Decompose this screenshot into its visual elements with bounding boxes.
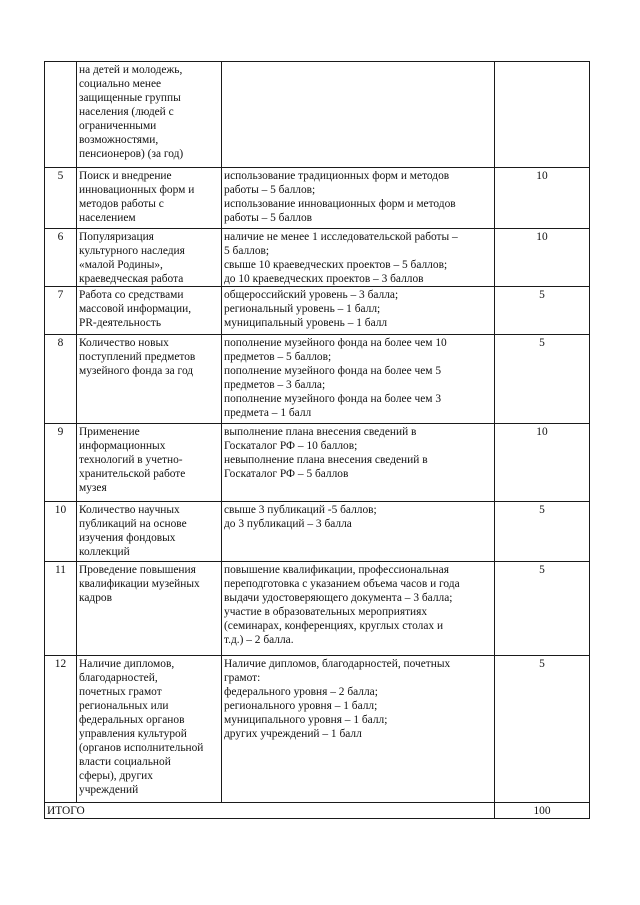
criterion-description-line: работы – 5 баллов <box>224 212 313 224</box>
criterion-name-line: пенсионеров) (за год) <box>79 148 184 160</box>
row-number <box>45 62 77 168</box>
criterion-name <box>77 502 222 562</box>
criterion-name-line: региональных или <box>79 700 169 712</box>
criterion-name-line: публикаций на основе <box>79 518 187 530</box>
criterion-name-line: защищенные группы <box>79 92 181 104</box>
max-score: 5 <box>495 562 590 656</box>
criterion-description-line: пополнение музейного фонда на более чем 5 <box>224 365 442 377</box>
criterion-name-line: хранительской работе <box>79 468 186 480</box>
criterion-name-line: власти социальной <box>79 756 171 768</box>
criterion-name-line: методов работы с <box>79 198 164 210</box>
criterion-name-line: учреждений <box>79 784 139 796</box>
criterion-name-line: коллекций <box>79 546 130 558</box>
total-label: ИТОГО <box>45 803 495 819</box>
criterion-description-line: т.д.) – 2 балла. <box>224 634 294 646</box>
table-row <box>45 656 590 803</box>
row-number: 5 <box>45 168 77 229</box>
criterion-name-line: Популяризация <box>79 231 154 243</box>
criterion-name-line: федеральных органов <box>79 714 185 726</box>
criterion-name-line: PR-деятельность <box>79 317 162 329</box>
max-score: 10 <box>495 424 590 502</box>
criterion-description-line: региональный уровень – 1 балл; <box>224 303 381 315</box>
criterion-description-line: использование традиционных форм и методов <box>224 170 450 182</box>
row-number: 8 <box>45 335 77 424</box>
criterion-description-line: выдачи удостоверяющего документа – 3 балла; <box>224 592 453 604</box>
criterion-name <box>77 335 222 424</box>
criterion-description-line: других учреждений – 1 балл <box>224 728 362 740</box>
max-score: 5 <box>495 335 590 424</box>
table-row <box>45 287 590 335</box>
criterion-description-line: пополнение музейного фонда на более чем 10 <box>224 337 447 349</box>
criterion-description-line: предметов – 3 балла; <box>224 379 326 391</box>
criterion-description-line: повышение квалификации, профессиональная <box>224 564 449 576</box>
criterion-name-line: Проведение повышения <box>79 564 196 576</box>
criterion-name <box>77 62 222 168</box>
criterion-name-line: поступлений предметов <box>79 351 196 363</box>
table-row <box>45 502 590 562</box>
max-score: 5 <box>495 656 590 803</box>
criterion-description-line: грамот: <box>224 672 261 684</box>
criterion-description-line: общероссийский уровень – 3 балла; <box>224 289 399 301</box>
criterion-description-line: муниципального уровня – 1 балл; <box>224 714 388 726</box>
criterion-name-line: благодарностей, <box>79 672 158 684</box>
criterion-name <box>77 168 222 229</box>
criterion-name <box>77 424 222 502</box>
criterion-description-line: Наличие дипломов, благодарностей, почетных <box>224 658 451 670</box>
criterion-name-line: краеведческая работа <box>79 273 184 285</box>
criterion-name-line: почетных грамот <box>79 686 162 698</box>
criterion-description-line: до 3 публикаций – 3 балла <box>224 518 352 530</box>
row-number: 6 <box>45 229 77 287</box>
criterion-name-line: изучения фондовых <box>79 532 176 544</box>
max-score: 5 <box>495 502 590 562</box>
criterion-description <box>222 168 495 229</box>
criterion-name-line: квалификации музейных <box>79 578 200 590</box>
table-row <box>45 424 590 502</box>
criterion-description-line: предметов – 5 баллов; <box>224 351 332 363</box>
max-score: 10 <box>495 168 590 229</box>
criterion-description <box>222 62 495 168</box>
criterion-description-line: 5 баллов; <box>224 245 270 257</box>
criterion-name-line: сферы), других <box>79 770 153 782</box>
criterion-description-line: Госкаталог РФ – 5 баллов <box>224 468 349 480</box>
criterion-description <box>222 287 495 335</box>
criterion-name <box>77 287 222 335</box>
criterion-name-line: населения (людей с <box>79 106 174 118</box>
row-number: 9 <box>45 424 77 502</box>
criterion-name-line: Наличие дипломов, <box>79 658 175 670</box>
max-score: 10 <box>495 229 590 287</box>
criterion-name-line: (органов исполнительной <box>79 742 204 754</box>
criterion-description-line: федерального уровня – 2 балла; <box>224 686 378 698</box>
criterion-name-line: Количество научных <box>79 504 180 516</box>
criterion-name-line: Поиск и внедрение <box>79 170 172 182</box>
criterion-name <box>77 229 222 287</box>
criterion-description <box>222 229 495 287</box>
total-value: 100 <box>495 803 590 819</box>
criterion-name-line: кадров <box>79 592 112 604</box>
table-row <box>45 229 590 287</box>
criterion-name-line: на детей и молодежь, <box>79 64 183 76</box>
criterion-description-line: пополнение музейного фонда на более чем 3 <box>224 393 442 405</box>
criterion-name-line: культурного наследия <box>79 245 185 257</box>
criterion-description-line: свыше 3 публикаций -5 баллов; <box>224 504 377 516</box>
criterion-description <box>222 656 495 803</box>
criterion-name <box>77 656 222 803</box>
criterion-description-line: (семинарах, конференциях, круглых столах и <box>224 620 444 632</box>
criterion-name-line: социально менее <box>79 78 162 90</box>
criterion-description-line: выполнение плана внесения сведений в <box>224 426 417 438</box>
criterion-description-line: предмета – 1 балл <box>224 407 312 419</box>
criterion-name-line: Работа со средствами <box>79 289 184 301</box>
row-number: 12 <box>45 656 77 803</box>
criterion-description <box>222 424 495 502</box>
criteria-table-body <box>45 62 590 819</box>
criterion-description-line: использование инновационных форм и методов <box>224 198 456 210</box>
criterion-description <box>222 502 495 562</box>
criterion-name-line: музея <box>79 482 107 494</box>
criterion-description-line: невыполнение плана внесения сведений в <box>224 454 428 466</box>
criteria-table <box>44 61 590 819</box>
criterion-name-line: инновационных форм и <box>79 184 195 196</box>
criterion-name-line: «малой Родины», <box>79 259 163 271</box>
criterion-description-line: регионального уровня – 1 балл; <box>224 700 378 712</box>
total-row <box>45 803 590 819</box>
table-row <box>45 168 590 229</box>
criterion-description-line: Госкаталог РФ – 10 баллов; <box>224 440 358 452</box>
criterion-name-line: музейного фонда за год <box>79 365 194 377</box>
criterion-name-line: населением <box>79 212 136 224</box>
table-row <box>45 62 590 168</box>
criterion-name-line: Применение <box>79 426 140 438</box>
max-score <box>495 62 590 168</box>
criterion-name-line: технологий в учетно- <box>79 454 183 466</box>
table-row <box>45 335 590 424</box>
criterion-description-line: переподготовка с указанием объема часов и года <box>224 578 460 590</box>
criterion-name <box>77 562 222 656</box>
criterion-name-line: ограниченными <box>79 120 157 132</box>
row-number: 10 <box>45 502 77 562</box>
criterion-description-line: свыше 10 краеведческих проектов – 5 баллов; <box>224 259 448 271</box>
criterion-description-line: до 10 краеведческих проектов – 3 баллов <box>224 273 424 285</box>
criterion-name-line: управления культурой <box>79 728 187 740</box>
criterion-description <box>222 335 495 424</box>
table-row <box>45 562 590 656</box>
criterion-name-line: информационных <box>79 440 166 452</box>
criterion-description-line: участие в образовательных мероприятиях <box>224 606 428 618</box>
criterion-description <box>222 562 495 656</box>
criterion-description-line: муниципальный уровень – 1 балл <box>224 317 388 329</box>
criterion-name-line: возможностями, <box>79 134 159 146</box>
criterion-name-line: Количество новых <box>79 337 169 349</box>
criterion-name-line: массовой информации, <box>79 303 192 315</box>
criterion-description-line: работы – 5 баллов; <box>224 184 316 196</box>
criterion-description-line: наличие не менее 1 исследовательской работы – <box>224 231 458 243</box>
row-number: 11 <box>45 562 77 656</box>
row-number: 7 <box>45 287 77 335</box>
max-score: 5 <box>495 287 590 335</box>
